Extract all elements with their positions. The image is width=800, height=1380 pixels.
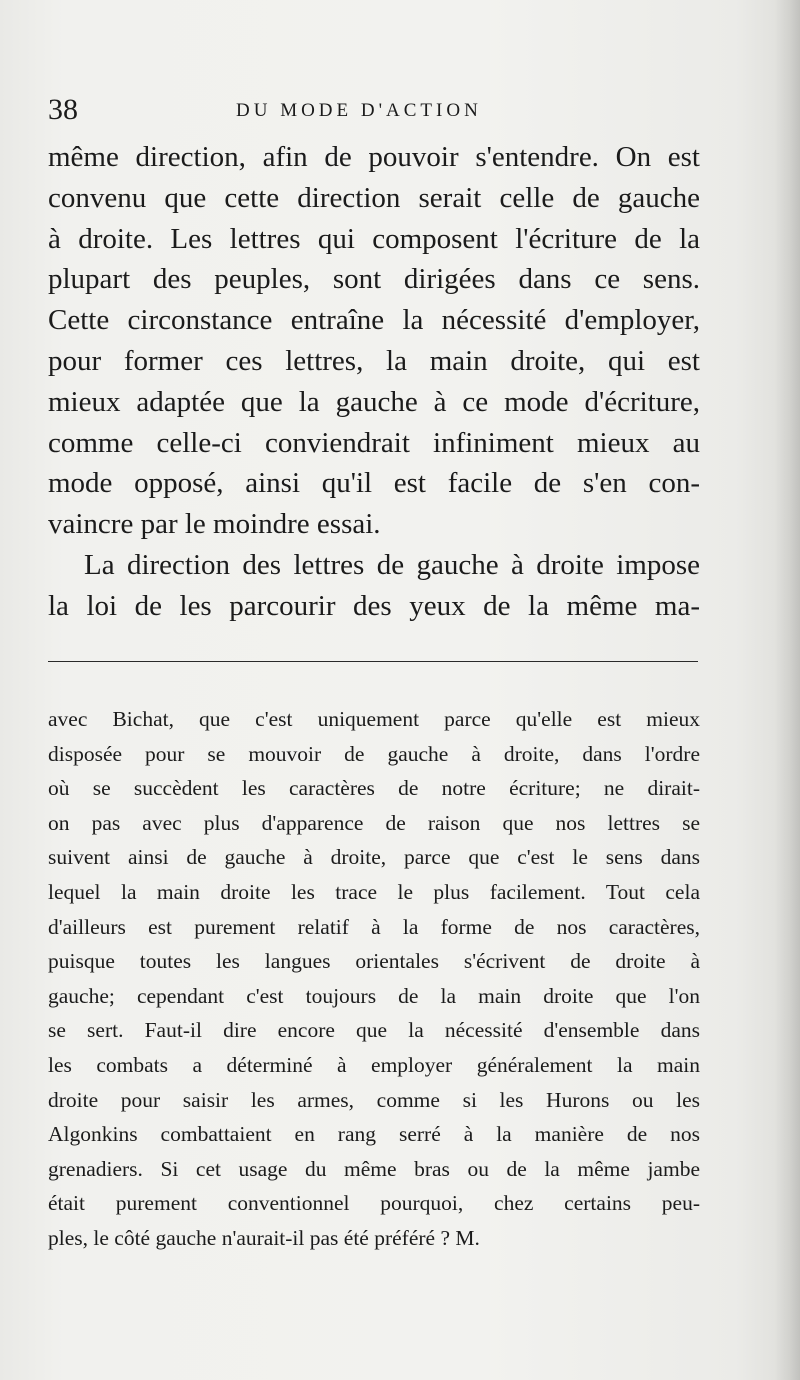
text-line: comme celle-ci conviendrait infiniment mieux au <box>48 426 700 459</box>
footnote-line: d'ailleurs est purement relatif à la forme de nos caractères, <box>48 914 700 939</box>
footnote-line: grenadiers. Si cet usage du même bras ou de la même jambe <box>48 1156 700 1181</box>
footnote-line: droite pour saisir les armes, comme si les Hurons ou les <box>48 1087 700 1112</box>
footnote-line: gauche; cependant c'est toujours de la main droite que l'on <box>48 983 700 1008</box>
text-line: plupart des peuples, sont dirigées dans ce sens. <box>48 263 700 296</box>
footnote-line: on pas avec plus d'apparence de raison que nos lettres se <box>48 810 700 835</box>
text-line: Cette circonstance entraîne la nécessité d'employer, <box>48 304 700 337</box>
footnote-separator <box>48 661 698 662</box>
text-line: vaincre par le moindre essai. <box>48 508 381 541</box>
footnote-line: disposée pour se mouvoir de gauche à droite, dans l'ordre <box>48 741 700 766</box>
page-number: 38 <box>48 93 78 126</box>
footnote-line: où se succèdent les caractères de notre écriture; ne dirait- <box>48 776 700 801</box>
footnote-line: ples, le côté gauche n'aurait-il pas été préféré ? M. <box>48 1225 480 1250</box>
footnote-line: suivent ainsi de gauche à droite, parce que c'est le sens dans <box>48 845 700 870</box>
text-line: mieux adaptée que la gauche à ce mode d'écriture, <box>48 385 700 418</box>
text-line: mode opposé, ainsi qu'il est facile de s'en con- <box>48 467 700 500</box>
running-title: DU MODE D'ACTION <box>236 100 482 121</box>
text-line: La direction des lettres de gauche à droite impose <box>84 548 700 581</box>
text-line: la loi de les parcourir des yeux de la même ma- <box>48 589 700 622</box>
footnote-line: Algonkins combattaient en rang serré à la manière de nos <box>48 1122 700 1147</box>
footnote-line: les combats a déterminé à employer généralement la main <box>48 1052 700 1077</box>
text-line: à droite. Les lettres qui composent l'écriture de la <box>48 222 700 255</box>
footnote-line: puisque toutes les langues orientales s'écrivent de droite à <box>48 949 700 974</box>
footnote-line: était purement conventionnel pourquoi, chez certains peu- <box>48 1191 700 1216</box>
running-head <box>48 92 700 132</box>
text-line: pour former ces lettres, la main droite, qui est <box>48 344 700 377</box>
footnote-line: se sert. Faut-il dire encore que la nécessité d'ensemble dans <box>48 1018 700 1043</box>
main-text <box>48 137 700 627</box>
footnote-line: lequel la main droite les trace le plus facilement. Tout cela <box>48 879 700 904</box>
text-line: convenu que cette direction serait celle de gauche <box>48 181 700 214</box>
page-spine-shadow <box>774 0 800 1380</box>
footnote <box>48 702 700 1256</box>
footnote-line: avec Bichat, que c'est uniquement parce qu'elle est mieux <box>48 707 700 731</box>
text-line: même direction, afin de pouvoir s'entendre. On est <box>48 141 700 173</box>
